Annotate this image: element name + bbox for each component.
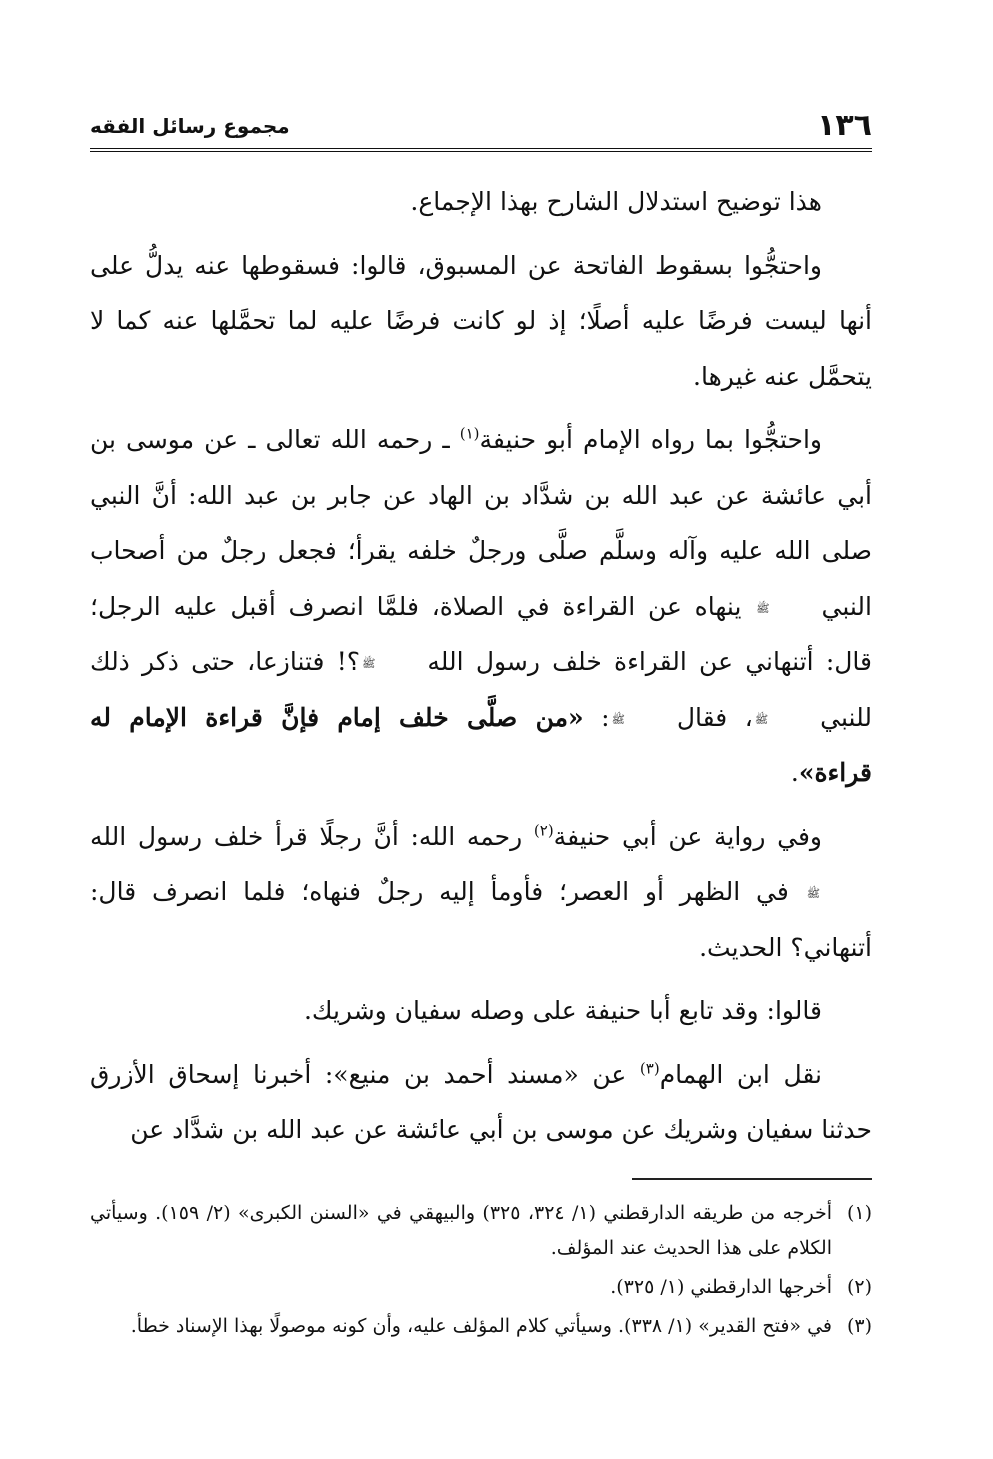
footnote-text: أخرجه من طريقه الدارقطني (١/ ٣٢٤، ٣٢٥) والبيهقي في «السنن الكبرى» (٢/ ١٥٩). وسيأتي الكلام على هذا الحديث عند المؤلف. bbox=[90, 1201, 833, 1259]
salutation-glyph: ﷺ bbox=[806, 887, 820, 900]
salutation-glyph: ﷺ bbox=[754, 712, 769, 726]
paragraph-6-text-a: نقل ابن الهمام bbox=[659, 1059, 822, 1089]
paragraph-6 bbox=[90, 1047, 872, 1158]
paragraph-3-text-a: واحتجُّوا بما رواه الإمام أبو حنيفة bbox=[479, 425, 823, 454]
footnote-text: أخرجها الدارقطني (١/ ٣٢٥). bbox=[610, 1275, 832, 1298]
footnote-3 bbox=[90, 1309, 872, 1344]
footnote-ref-3: (٣) bbox=[639, 1059, 660, 1078]
footnote-number: (١) bbox=[846, 1201, 872, 1224]
paragraph-4-text-a: وفي رواية عن أبي حنيفة bbox=[553, 821, 822, 851]
footnote-ref-2: (٢) bbox=[533, 821, 554, 840]
footnote-number: (٢) bbox=[846, 1275, 872, 1298]
book-page bbox=[90, 106, 872, 1348]
paragraph-2: واحتجُّوا بسقوط الفاتحة عن المسبوق، قالوا: فسقوطها عنه يدلُّ على أنها ليست فرضًا عليه أصلًا؛ إذ لو كانت فرضًا عليه لما تحمَّلها عنه كما لا يتحمَّل عنه غيرها. bbox=[90, 250, 872, 391]
footnote-number: (٣) bbox=[846, 1314, 872, 1337]
paragraph-3 bbox=[90, 412, 872, 801]
paragraph-3-text-d: ؟! فتنازعا، حتى ذكر ذلك للنبي bbox=[90, 647, 872, 732]
salutation-glyph: ﷺ bbox=[362, 657, 376, 670]
paragraph-6-text-b: عن «مسند أحمد بن منيع»: أخبرنا إسحاق الأزرق حدثنا سفيان وشريك عن موسى بن أبي عائشة عن عبد الله بن شدَّاد عن bbox=[90, 1059, 872, 1144]
footnote-text: في «فتح القدير» (١/ ٣٣٨). وسيأتي كلام المؤلف عليه، وأن كونه موصولًا بهذا الإسناد خطأ. bbox=[130, 1314, 832, 1337]
paragraph-5: قالوا: وقد تابع أبا حنيفة على وصله سفيان وشريك. bbox=[303, 996, 822, 1025]
page-header bbox=[90, 106, 872, 152]
salutation-glyph: ﷺ bbox=[611, 712, 625, 726]
footnote-1 bbox=[90, 1196, 872, 1266]
paragraph-3-text-b: ـ رحمه الله تعالى ـ عن موسى بن أبي عائشة عن عبد الله بن شدَّاد بن الهاد عن جابر بن عبد الله: أنَّ النبي صلى الله عليه وآله وسلَّم صلَّى ورجلٌ خلفه يقرأ؛ فجعل رجلٌ من أصحاب النبي bbox=[90, 425, 872, 621]
page-number: ١٣٦ bbox=[817, 108, 872, 143]
footnote-2 bbox=[90, 1270, 872, 1305]
paragraph-3-text-c: ينهاه عن القراءة في الصلاة، فلمَّا انصرف أقبل عليه الرجل؛ قال: أتنهاني عن القراءة خلف رسول الله bbox=[90, 591, 872, 676]
paragraph-3-text-f: : bbox=[583, 702, 610, 732]
hadith-quote: «من صلَّى خلف إمام فإنَّ قراءة الإمام له قراءة» bbox=[90, 702, 872, 787]
paragraph-3-text-e: ، فقال bbox=[676, 702, 753, 732]
running-title: مجموع رسائل الفقه bbox=[90, 114, 290, 138]
footnote-ref-1: (١) bbox=[459, 424, 480, 443]
footnotes bbox=[90, 1196, 872, 1344]
paragraph-1: هذا توضيح استدلال الشارح بهذا الإجماع. bbox=[410, 187, 822, 216]
footnote-divider bbox=[632, 1178, 872, 1180]
paragraph-4-text-c: في الظهر أو العصر؛ فأومأ إليه رجلٌ فنهاه؛ فلما انصرف قال: أتنهاني؟ الحديث. bbox=[90, 877, 872, 962]
paragraph-4 bbox=[90, 809, 872, 976]
main-text bbox=[90, 174, 872, 1158]
salutation-glyph: ﷺ bbox=[756, 601, 770, 615]
paragraph-4-text-b: رحمه الله: أنَّ رجلًا قرأ خلف رسول الله bbox=[90, 821, 534, 851]
paragraph-3-text-g: . bbox=[790, 758, 799, 787]
